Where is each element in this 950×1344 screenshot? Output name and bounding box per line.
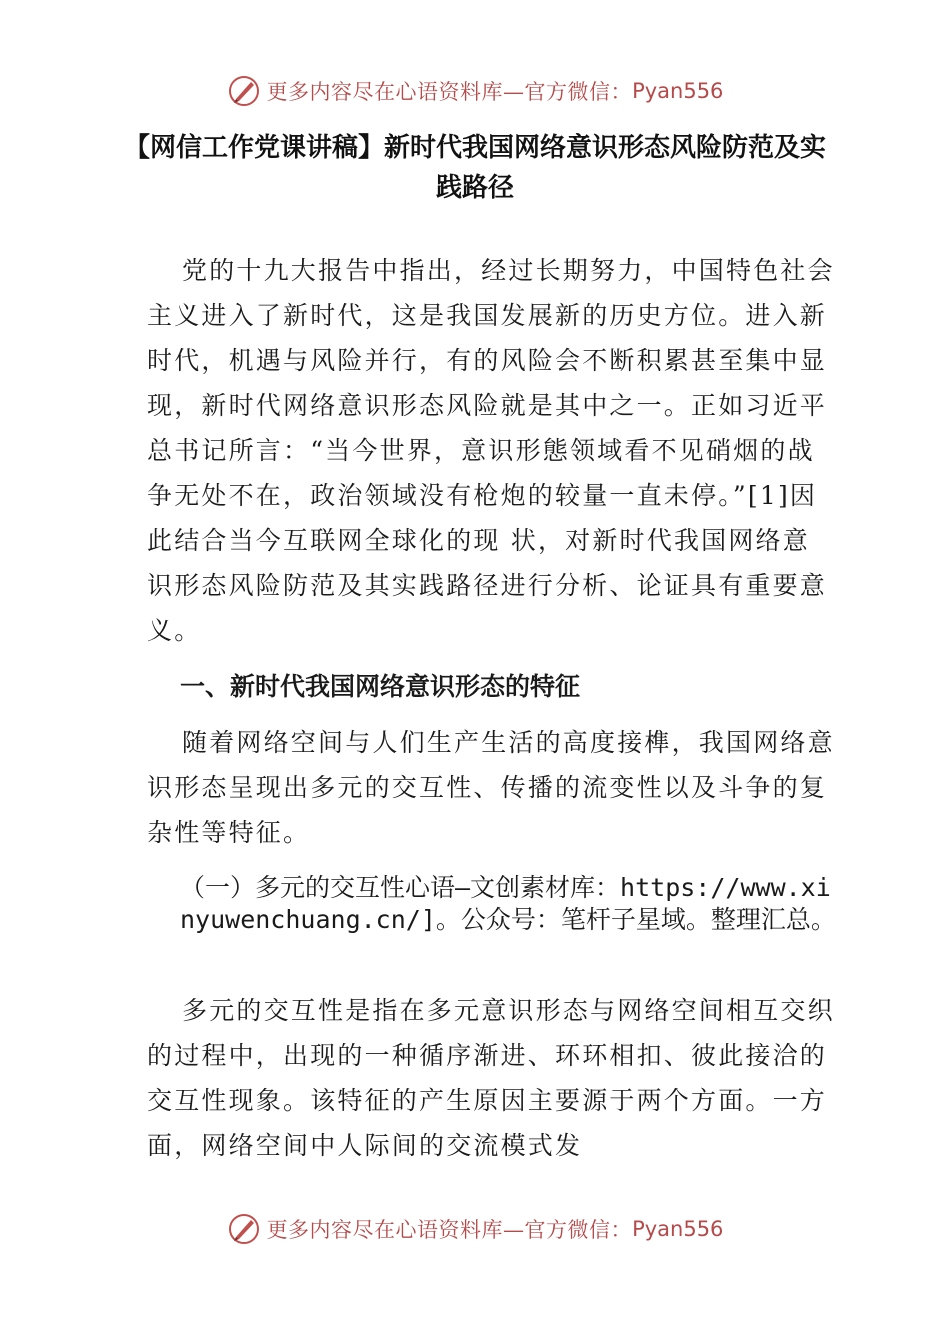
watermark-wechat-id: Pyan556: [632, 79, 724, 103]
watermark-text: 更多内容尽在心语资料库—官方微信：: [266, 80, 633, 104]
watermark-wechat-id: Pyan556: [632, 1217, 724, 1241]
paragraph-interactivity: 多元的交互性是指在多元意识形态与网络空间相互交织的过程中，出现的一种循序渐进、环环相扣、彼此接洽的交互性现象。该特征的产生原因主要源于两个方面。一方面，网络空间中人际间的交流模式发: [147, 996, 835, 1160]
document-title: 【网信工作党课讲稿】新时代我国网络意识形态风险防范及实践路径: [123, 133, 826, 203]
paragraph-intro: 党的十九大报告中指出，经过长期努力，中国特色社会主义进入了新时代，这是我国发展新的历史方位。进入新时代，机遇与风险并行，有的风险会不断积累甚至集中显现，新时代网络意识形态风险就是其中之一。正如习近平总书记所言：“当今世界，意识形態领域看不见硝烟的战争无处不在，政治领域没有枪炮的较量一直未停。”[1]因此结合当今互联网全球化的现 状，对新时代我国网络意识形态风险防范及其实践路径进行分析、论证具有重要意义。: [147, 256, 835, 645]
watermark-text: 更多内容尽在心语资料库—官方微信：: [266, 1218, 633, 1242]
pen-logo-icon: [227, 1212, 261, 1246]
section-heading-1: 一、新时代我国网络意识形态的特征: [180, 672, 581, 701]
header-watermark: [0, 74, 950, 108]
pen-logo-icon: [227, 74, 261, 108]
paragraph-features: 随着网络空间与人们生产生活的高度接榫，我国网络意识形态呈现出多元的交互性、传播的流变性以及斗争的复杂性等特征。: [147, 728, 835, 847]
subsection-heading-1: （一）多元的交互性心语—文创素材库：https://www.xinyuwenchuang.cn/]。公众号：笔杆子星域。整理汇总。: [180, 873, 836, 934]
footer-watermark: [0, 1212, 950, 1246]
